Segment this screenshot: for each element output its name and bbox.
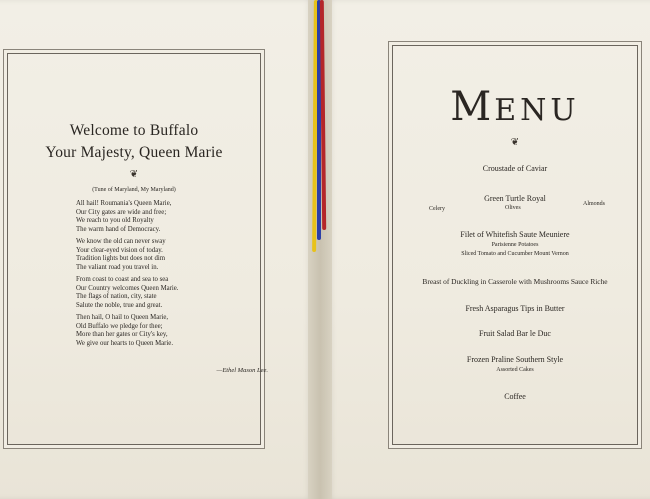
right-border-frame [392,45,638,445]
poem-line: The warm hand of Democracy. [76,225,161,233]
poem-line: More than her gates or City's key, [76,331,168,338]
menu-title-rest: ENU [494,93,580,128]
poem-line: Our Country welcomes Queen Marie. [76,284,179,292]
poem-stanza-2 [76,238,266,272]
poem-line: Tradition lights but does not dim [76,255,166,262]
poem [76,200,266,352]
menu-item-praline: Frozen Praline Southern Style [466,355,564,364]
menu-side-tomato: Sliced Tomato and Cucumber Mount Vernon [461,251,569,257]
fleuron-icon: ❦ [129,169,139,180]
poem-stanza-3 [76,276,266,310]
poem-line: We reach to you old Royalty [76,217,154,224]
menu-item-caviar: Croustade of Caviar [482,164,548,173]
welcome-title-line2: Your Majesty, Queen Marie [45,144,223,161]
menu-item-duckling: Breast of Duckling in Casserole with Mushrooms Sauce Riche [422,277,608,286]
poem-stanza-4 [76,314,266,348]
poem-line: The flags of nation, city, state [76,293,157,300]
menu-title [393,84,637,130]
poem-line: The valiant road you travel in. [76,263,159,271]
poem-line: Our City gates are wide and free; [76,208,167,216]
poem-line: We know the old can never sway [76,238,166,245]
poem-tune: (Tune of Maryland, My Maryland) [92,187,176,193]
menu-side-celery: Celery [429,206,445,212]
menu-side-almonds: Almonds [583,201,606,207]
menu-side-cakes: Assorted Cakes [496,367,534,373]
menu-side-olives: Olives [505,205,521,211]
poem-stanza-1 [76,200,266,234]
poem-line: All hail! Roumania's Queen Marie, [76,200,172,207]
poem-line: Then hail, O hail to Queen Marie, [76,314,169,321]
fleuron-icon: ❦ [510,137,520,148]
menu-item-whitefish: Filet of Whitefish Saute Meuniere [460,230,570,239]
menu-item-fruit-salad: Fruit Salad Bar le Duc [479,329,551,338]
menu-item-coffee: Coffee [504,392,526,401]
poem-line: We give our hearts to Queen Marie. [76,339,174,347]
poem-author: —Ethel Mason Lee. [216,367,268,374]
menu-item-turtle: Green Turtle Royal [484,194,546,203]
poem-line: Salute the noble, true and great. [76,301,163,309]
poem-line: From coast to coast and sea to sea [76,276,169,283]
left-border-frame [7,53,268,445]
poem-line: Old Buffalo we pledge for thee; [76,322,163,330]
poem-line: Your clear-eyed vision of today. [76,246,163,254]
welcome-title-line1: Welcome to Buffalo [69,122,199,139]
menu-side-potatoes: Parisienne Potatoes [491,242,539,248]
menu-title-initial: M [450,84,495,130]
menu-item-asparagus: Fresh Asparagus Tips in Butter [465,304,565,313]
